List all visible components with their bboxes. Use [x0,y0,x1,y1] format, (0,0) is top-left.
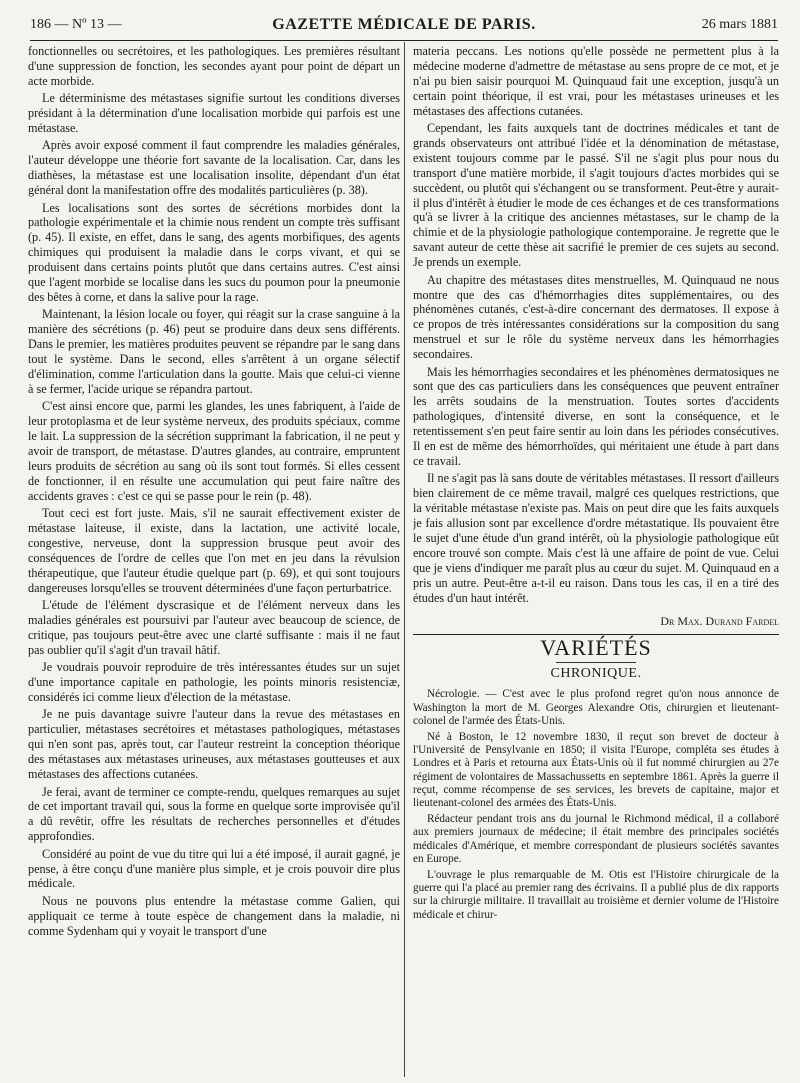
paragraph: Il ne s'agit pas là sans doute de véritables métastases. Il ressort d'ailleurs bien clairement de ce même travail, malgré ces quelques restrictions, que la véritable métastase n'existe pas. Mais on peut dire que les faits auxquels je fais allusion sont par excellence d'ordre métastatique. Ils pouvaient être le sujet d'une étude d'un grand intérêt, où la physiologie pathologique eût encore trouvé son compte. Mais c'est là une affaire de point de vue. Celui que je viens d'indiquer me paraît plus au cœur du sujet. M. Quinquaud en a pris un autre. Peut-être a-t-il eu raison. Dans tous les cas, il en a tiré des études d'un haut intérêt. [413,471,779,605]
paragraph: L'étude de l'élément dyscrasique et de l'élément nerveux dans les maladies générales est poursuivi par l'auteur avec beaucoup de science, de critique, pas toujours peut-être avec une clarté suffisante : mais il ne faut pas oublier qu'il s'agit d'un travail hâtif. [28,598,400,657]
paragraph: Considéré au point de vue du titre qui lui a été imposé, il aurait gagné, je pense, à être conçu d'une manière plus simple, et je crois pouvoir dire plus médicale. [28,846,400,891]
paragraph: materia peccans. Les notions qu'elle possède ne permettent plus à la médecine moderne d'admettre de métastase au sens propre de ce mot, et je n'ai pu bien saisir pourquoi M. Quinquaud fait une exception, jusqu'à un certain point théorique, il est vrai, pour les métastases urineuses et les métastases des affections cutanées. [413,44,779,118]
title-rule [556,662,636,663]
paragraph: Je ferai, avant de terminer ce compte-rendu, quelques remarques au sujet de cet important travail qui, sous la forme en quelque sorte improvisée qu'il a dû revêtir, offre les résultats de recherches personnelles et d'études approfondies. [28,784,400,844]
paragraph: C'est ainsi encore que, parmi les glandes, les unes fabriquent, à l'aide de leur protoplasma et de leur système nerveux, des produits spéciaux, comme le lait. La suppression de la sécrétion supprimant la fabrication, il ne peut y avoir de transport, de métastase. D'autres glandes, au contraire, empruntent leurs produits de sécrétion au sang où ils sont tout formés. Si elles cessent de fonctionner, il en résulte une accumulation qui peut faire naître des accidents graves : c'est ce qui se passe pour le rein (p. 48). [28,399,400,503]
page-header [30,14,778,36]
paragraph: Après avoir exposé comment il faut comprendre les maladies générales, l'auteur développe une théorie fort savante de la localisation. Car, dans les diathèses, la métastase est une localisation insolite, dépendant d'un état général dont la manifestation offre des modalités particulières (p. 38). [28,138,400,198]
journal-title: GAZETTE MÉDICALE DE PARIS. [272,16,536,33]
right-column [413,44,779,1080]
column-divider [404,42,405,1077]
paragraph: Nécrologie. — C'est avec le plus profond regret qu'on nous annonce de Washington la mort de M. Georges Alexandre Otis, chirurgien et lieutenant-colonel de l'armée des États-Unis. [413,688,779,727]
paragraph: Tout ceci est fort juste. Mais, s'il ne saurait effectivement exister de métastase laiteuse, il existe, dans la lactation, une activité locale, congestive, nerveuse, dont la suppression brusque peut avoir des conséquences de l'ordre de celles que l'on met en jeu dans la révulsion thérapeutique, que l'auteur étudie quelque part (p. 69), et qui sont toujours dangereuses lorsqu'elles se trouvent déterminées d'une façon perturbatrice. [28,506,400,595]
issue-date: 26 mars 1881 [701,17,778,32]
paragraph: Né à Boston, le 12 novembre 1830, il reçut son brevet de docteur à l'Université de Pensylvanie en 1850; il visita l'Europe, compléta ses études à Londres et à Paris et retourna aux États-Unis où il fut nommé chirurgien au 27e régiment de volontaires de Massachussetts en septembre 1861. Après la guerre il reçut, comme récompense de ses services, les brevets de capitaine, major et lieutenant-colonel des armées des États-Unis. [413,730,779,810]
paragraph: L'ouvrage le plus remarquable de M. Otis est l'Histoire chirurgicale de la guerre qui l'a placé au premier rang des écrivains. Il a publié plus de dix rapports sur la chirurgie militaire. Il travaillait au troisième et dernier volume de l'Histoire médicale et chirur- [413,868,779,921]
left-column [28,44,400,1080]
author-signature: Dr Max. Durand Fardel [660,613,779,628]
paragraph: Les localisations sont des sortes de sécrétions morbides dont la pathologie expérimentale et la chimie nous rendent un compte très suffisant (p. 45). Il existe, en effet, dans le sang, des agents morbifiques, des agents chimiques qui produisent la maladie dans le corps vivant, et qui se produisent dans certains points plutôt que dans certains autres. C'est ainsi que l'agent morbide se localise dans les sucs du poumon pour la pneumonie des bêtes à corne, et dans la salive pour la rage. [28,200,400,304]
header-rule [30,40,778,41]
paragraph: Au chapitre des métastases dites menstruelles, M. Quinquaud ne nous montre que des cas d'hémorrhagies dites supplémentaires, ou des phénomènes cutanés, c'est-à-dire concernant des dermatoses. Il expose à ce propos de très intéressantes considérations sur la composition du sang menstruel et sur le rôle du système nerveux dans les hémorrhagies secondaires. [413,272,779,362]
page-number: 186 — Nº 13 — [30,17,122,32]
paragraph: Nous ne pouvons plus entendre la métastase comme Galien, qui appliquait ce terme à toute espèce de changement dans la maladie, ni comme Sydenham qui y voyait le transport d'une [28,893,400,938]
paragraph: Je ne puis davantage suivre l'auteur dans la revue des métastases en particulier, métastases secrétoires et métastases pathologiques, métastases qui n'en sont pas, après tout, car l'auteur restreint la conception théorique des métastases aux métastases urineuses, aux métastases goutteuses et aux métastases des affections cutanées. [28,707,400,782]
paragraph: Le déterminisme des métastases signifie surtout les conditions diverses présidant à la détermination d'une localisation morbide qui parfois est une métastase. [28,91,400,136]
paragraph: fonctionnelles ou secrétoires, et les pathologiques. Les premières résultant d'une suppression de fonction, les secondes ayant pour point de départ un acte morbide. [28,44,400,88]
paragraph: Cependant, les faits auxquels tant de doctrines médicales et tant de grands observateurs ont attribué l'idée et la dénomination de métastase, existent toujours comme par le passé. S'il ne s'agit plus pour nous du transport d'une matière morbide, il s'agit toujours d'actes morbides qui se succèdent, ou plutôt qui s'échangent ou se transforment. Peut-être y aurait-il plus d'intérêt à étudier le mode de ces échanges et de ces transformations qu'à se livrer à la critique des anciennes métastases, sur le champ de la chimie et de la physiologie pathologique contemporaine. Je regrette que le savant auteur de cette thèse ait sacrifié le premier de ces sujets au second. Je prends un exemple. [413,121,779,270]
chronique-body [413,688,779,922]
paragraph: Mais les hémorrhagies secondaires et les phénomènes dermatosiques ne sont que des cas particuliers dans les conséquences que peuvent entraîner les arrêts soudains de la menstruation. Toutes sortes d'accidents pathologiques, d'intensité diverse, en sont la conséquence, et le retentissement s'en peut faire sentir au loin dans les périodes consécutives. Il en est de même des hémorrhoïdes, qui méritaient une étude à part dans ce travail. [413,364,779,468]
paragraph: Rédacteur pendant trois ans du journal le Richmond médical, il a collaboré aux premiers journaux de médecine; il était membre des principales sociétés médicales d'Amérique, et membre correspondant de plusieurs sociétés savantes en Europe. [413,812,779,865]
section-subtitle: CHRONIQUE. [550,666,642,682]
paragraph: Maintenant, la lésion locale ou foyer, qui réagit sur la crase sanguine à la manière des sécrétions (p. 46) peut se produire dans deux sens différents. Dans le premier, les matières produites peuvent se répandre par le sang dans tout le système. Dans le second, elles s'arrêtent à un organe sélectif d'élimination, comme l'articulation dans la goutte. Mais que celui-ci vienne à se fermer, l'acide urique se répandra partout. [28,307,400,396]
section-title: VARIÉTÉS [540,635,652,661]
paragraph: Je voudrais pouvoir reproduire de très intéressantes études sur un sujet d'une importance capitale en pathologie, les points minoris resistenciæ, considérés ici comme lieux d'élection de la métastase. [28,660,400,705]
